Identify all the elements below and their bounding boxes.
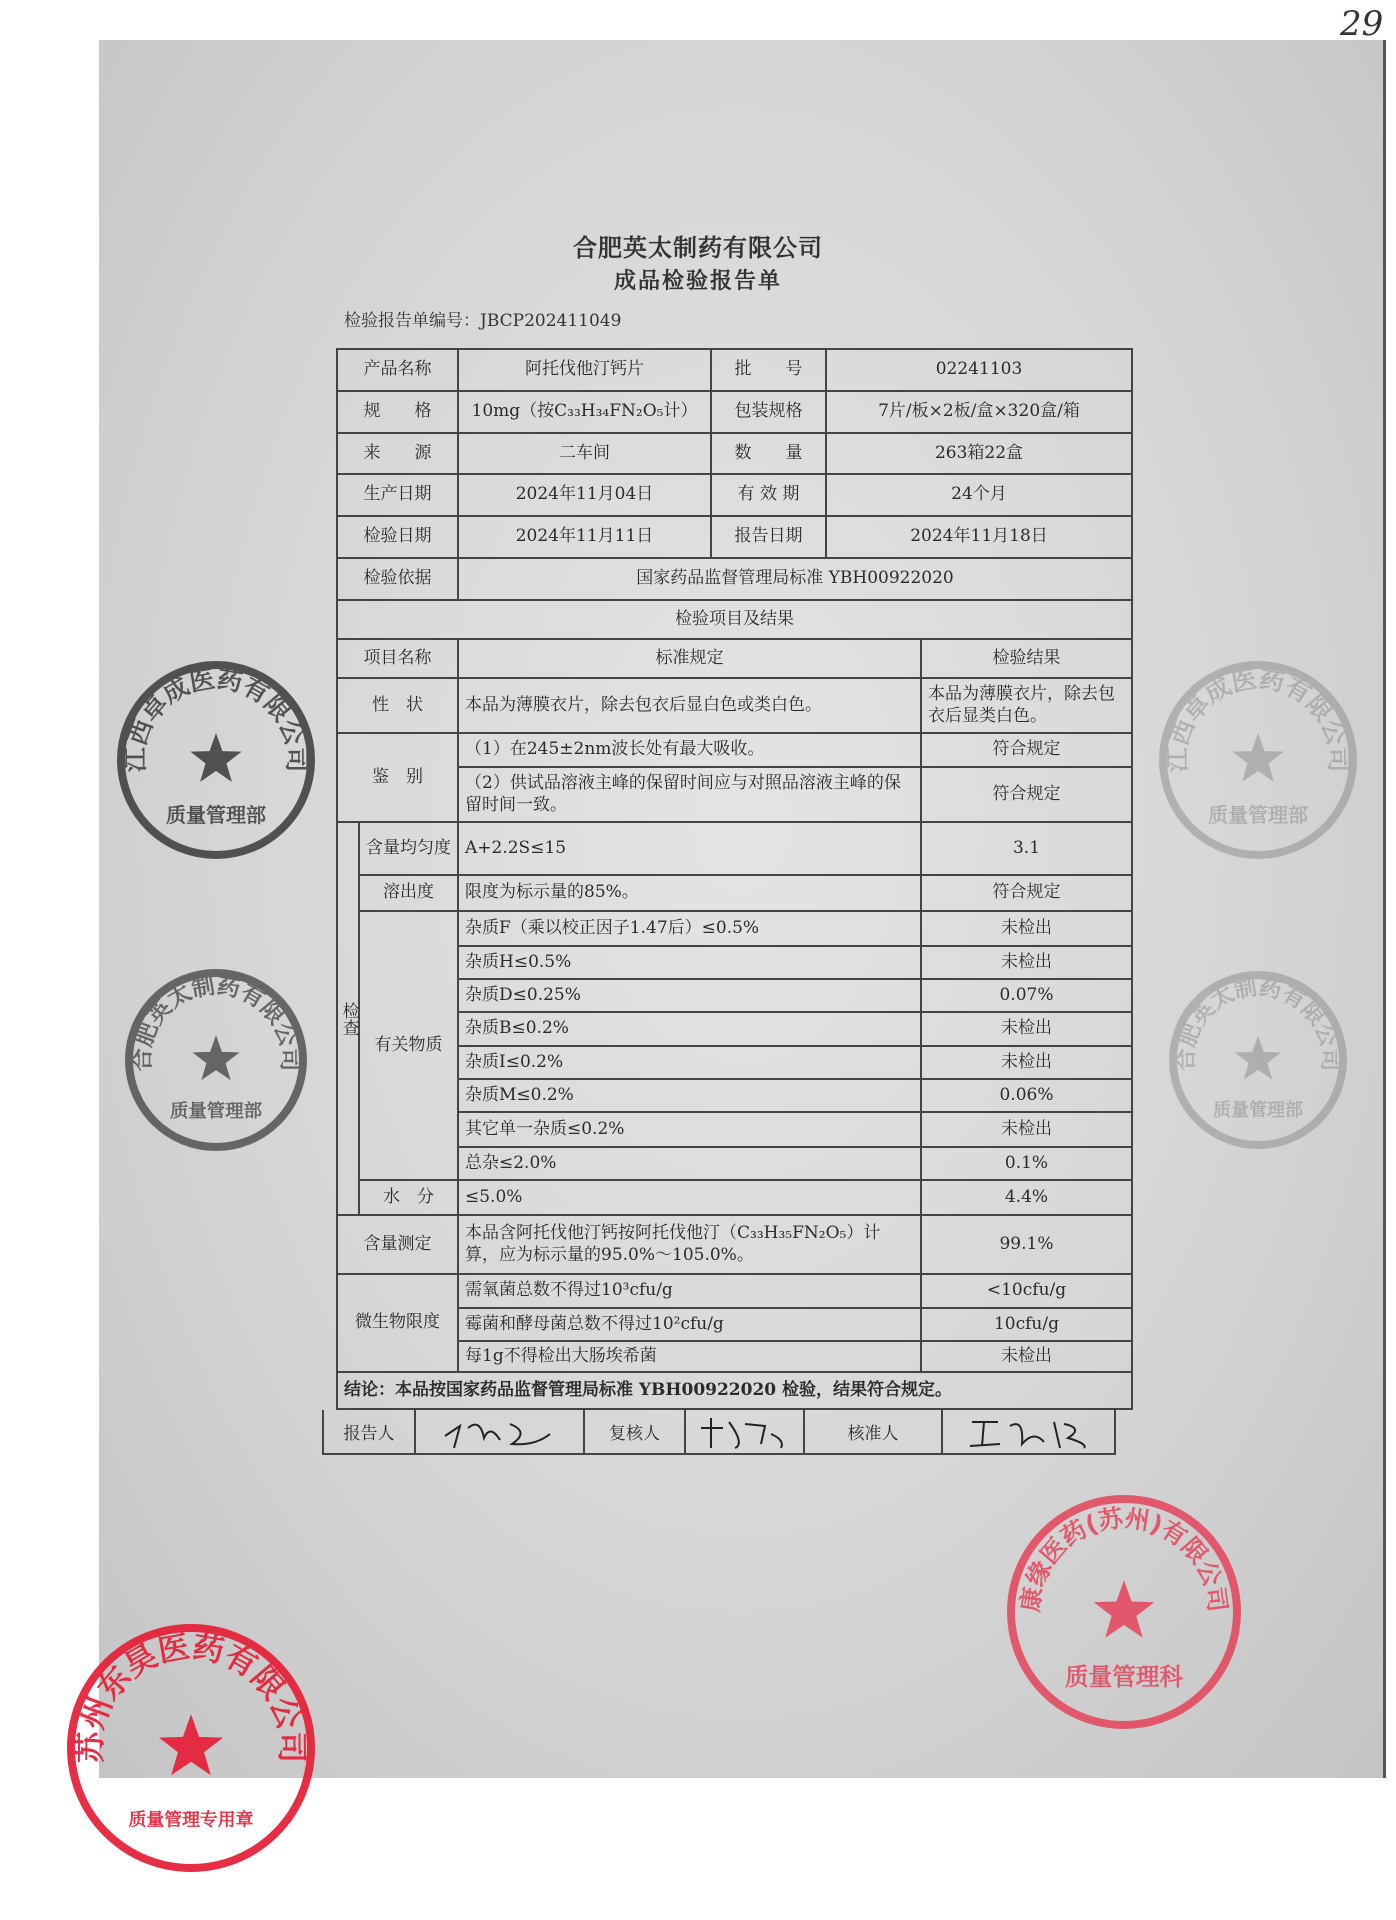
standard: 杂质F（乘以校正因子1.47后）≤0.5%	[458, 911, 921, 946]
result: 0.06%	[921, 1079, 1132, 1112]
result: 本品为薄膜衣片，除去包衣后显类白色。	[921, 678, 1132, 733]
result: 4.4%	[921, 1180, 1132, 1215]
result: 0.07%	[921, 979, 1132, 1012]
star-icon	[192, 1035, 239, 1080]
label: 报告日期	[711, 516, 826, 558]
star-icon	[190, 733, 241, 782]
seal-stamp	[124, 968, 308, 1152]
standard: 杂质H≤0.5%	[458, 946, 921, 979]
standard: 杂质I≤0.2%	[458, 1046, 921, 1079]
label: 规 格	[337, 391, 458, 433]
label: 数 量	[711, 433, 826, 474]
standard: A+2.2S≤15	[458, 822, 921, 875]
specification: 10mg（按C₃₃H₃₄FN₂O₅计）	[458, 391, 711, 433]
test-basis: 国家药品监督管理局标准 YBH00922020	[458, 558, 1132, 600]
signature-row	[322, 1410, 1116, 1455]
item-label: 含量测定	[337, 1215, 458, 1274]
standard: 限度为标示量的85%。	[458, 875, 921, 911]
result: 未检出	[921, 1046, 1132, 1079]
seal-stamp	[116, 660, 316, 860]
report-body	[336, 348, 1131, 1455]
result: 符合规定	[921, 875, 1132, 911]
col-header: 项目名称	[337, 639, 458, 678]
expiry: 24个月	[826, 474, 1132, 516]
report-date: 2024年11月18日	[826, 516, 1132, 558]
result: 符合规定	[921, 767, 1132, 822]
label: 复核人	[585, 1410, 686, 1453]
packaging: 7片/板×2板/盒×320盒/箱	[826, 391, 1132, 433]
col-header: 标准规定	[458, 639, 921, 678]
inspection-table	[336, 348, 1133, 1410]
seal-stamp	[1006, 1494, 1242, 1730]
seal-name: 江西卓成医药有限公司	[120, 664, 312, 773]
check-label: 检查	[337, 822, 359, 1215]
result: 符合规定	[921, 733, 1132, 767]
item-label: 鉴 别	[337, 733, 458, 822]
result: <10cfu/g	[921, 1274, 1132, 1308]
company-name: 合肥英太制药有限公司	[573, 234, 823, 262]
result: 未检出	[921, 1341, 1132, 1372]
standard: 总杂≤2.0%	[458, 1147, 921, 1180]
result: 3.1	[921, 822, 1132, 875]
standard: 需氧菌总数不得过10³cfu/g	[458, 1274, 921, 1308]
production-date: 2024年11月04日	[458, 474, 711, 516]
col-header: 检验结果	[921, 639, 1132, 678]
approver-signature	[943, 1410, 1114, 1453]
item-label: 有关物质	[359, 911, 458, 1180]
report-title: 成品检验报告单	[613, 269, 782, 294]
result: 未检出	[921, 911, 1132, 946]
seal-department: 质量管理部	[1208, 803, 1308, 827]
standard: 杂质M≤0.2%	[458, 1079, 921, 1112]
conclusion: 结论：本品按国家药品监督管理局标准 YBH00922020 检验，结果符合规定。	[337, 1372, 1132, 1409]
seal-department: 质量管理专用章	[128, 1809, 254, 1831]
item-label: 性 状	[337, 678, 458, 733]
standard: 杂质B≤0.2%	[458, 1012, 921, 1046]
page-number: 29	[1340, 4, 1384, 44]
seal-stamp	[1168, 970, 1348, 1150]
star-icon	[1094, 1580, 1155, 1638]
seal-name: 苏州东昊医药有限公司	[72, 1629, 310, 1764]
label: 报告人	[324, 1410, 416, 1453]
standard: 杂质D≤0.25%	[458, 979, 921, 1012]
test-date: 2024年11月11日	[458, 516, 711, 558]
result: 未检出	[921, 1112, 1132, 1147]
item-label: 水 分	[359, 1180, 458, 1215]
seal-name: 合肥英太制药有限公司	[129, 973, 303, 1072]
handwritten-signature	[440, 1414, 560, 1450]
reviewer-signature	[686, 1410, 805, 1453]
star-icon	[159, 1714, 223, 1775]
result: 10cfu/g	[921, 1308, 1132, 1341]
standard: 本品为薄膜衣片，除去包衣后显白色或类白色。	[458, 678, 921, 733]
seal-department: 质量管理部	[1213, 1099, 1303, 1121]
result: 未检出	[921, 946, 1132, 979]
result: 99.1%	[921, 1215, 1132, 1274]
reporter-signature	[416, 1410, 585, 1453]
standard: 每1g不得检出大肠埃希菌	[458, 1341, 921, 1372]
star-icon	[1235, 1036, 1281, 1080]
label: 有 效 期	[711, 474, 826, 516]
seal-department: 质量管理部	[166, 803, 266, 827]
item-label: 溶出度	[359, 875, 458, 911]
batch-number: 02241103	[826, 349, 1132, 391]
seal-name: 江西卓成医药有限公司	[1162, 664, 1354, 773]
result: 未检出	[921, 1012, 1132, 1046]
standard: （1）在245±2nm波长处有最大吸收。	[458, 733, 921, 767]
standard: ≤5.0%	[458, 1180, 921, 1215]
label: 批 号	[711, 349, 826, 391]
handwritten-signature	[695, 1414, 795, 1450]
source: 二车间	[458, 433, 711, 474]
quantity: 263箱22盒	[826, 433, 1132, 474]
label: 生产日期	[337, 474, 458, 516]
label: 检验依据	[337, 558, 458, 600]
seal-department: 质量管理部	[170, 1101, 262, 1123]
report-number: 检验报告单编号：JBCP202411049	[344, 311, 622, 331]
standard: 其它单一杂质≤0.2%	[458, 1112, 921, 1147]
item-label: 微生物限度	[337, 1274, 458, 1372]
label: 产品名称	[337, 349, 458, 391]
label: 包装规格	[711, 391, 826, 433]
seal-stamp	[1158, 660, 1358, 860]
section-title: 检验项目及结果	[337, 600, 1132, 639]
handwritten-signature	[964, 1414, 1094, 1450]
seal-department: 质量管理科	[1065, 1663, 1183, 1692]
item-label: 含量均匀度	[359, 822, 458, 875]
label: 来 源	[337, 433, 458, 474]
standard: 本品含阿托伐他汀钙按阿托伐他汀（C₃₃H₃₅FN₂O₅）计算，应为标示量的95.0%～105.0%。	[458, 1215, 921, 1274]
star-icon	[1232, 733, 1283, 782]
seal-name: 康缘医药(苏州)有限公司	[1015, 1503, 1233, 1614]
label: 核准人	[805, 1410, 943, 1453]
standard: （2）供试品溶液主峰的保留时间应与对照品溶液主峰的保留时间一致。	[458, 767, 921, 822]
standard: 霉菌和酵母菌总数不得过10²cfu/g	[458, 1308, 921, 1341]
label: 检验日期	[337, 516, 458, 558]
result: 0.1%	[921, 1147, 1132, 1180]
seal-stamp	[66, 1623, 316, 1873]
seal-name: 合肥英太制药有限公司	[1173, 974, 1343, 1072]
product-name: 阿托伐他汀钙片	[458, 349, 711, 391]
